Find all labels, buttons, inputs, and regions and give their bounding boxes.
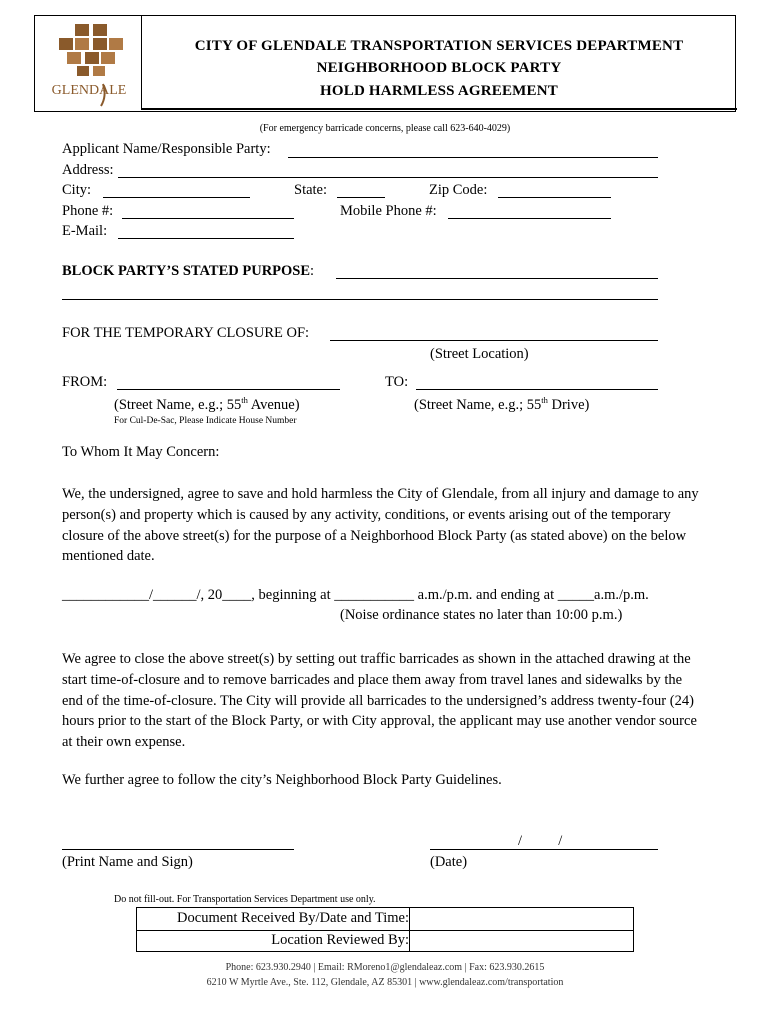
footer-contact: Phone: 623.930.2940 | Email: RMoreno1@glendaleaz.com | Fax: 623.930.2615 [225,962,545,973]
glendale-logo-icon [45,22,135,107]
to-hint-sup: th [541,395,548,405]
barricade-paragraph: We agree to close the above street(s) by setting out traffic barricades as shown in the attached drawing at the start time-of-closure and to remove barricades and place them away from travel lanes and sidewalks by the end of the time-of-closure. The City will provide all barricades to the undersigned’s address twenty-four (24) hours prior to the start of the Block Party, or with City approval, the applicant may use another vendor source at their own expense. [62,651,697,751]
guidelines-paragraph: We further agree to follow the city’s Neighborhood Block Party Guidelines. [62,772,502,788]
state-label: State: [294,182,328,198]
from-field[interactable] [117,389,340,390]
address-field[interactable] [118,177,658,178]
date-label: (Date) [430,854,468,870]
applicant-name-field[interactable] [288,157,658,158]
phone-field[interactable] [122,218,294,219]
zip-field[interactable] [498,197,611,198]
noise-note: (Noise ordinance states no later than 10:00 p.m.) [340,607,623,623]
footer-address: 6210 W Myrtle Ave., Ste. 112, Glendale, AZ 85301 | www.glendaleaz.com/transportation [206,977,564,988]
city-field[interactable] [103,197,250,198]
from-hint-b: Avenue) [247,396,300,413]
from-label: FROM: [62,374,108,390]
purpose-label-bold: BLOCK PARTY’S STATED PURPOSE [62,263,311,279]
title-line-2: NEIGHBORHOOD BLOCK PARTY [316,60,562,76]
to-label: TO: [385,374,409,390]
phone-label: Phone #: [62,203,114,219]
location-reviewed-cell[interactable] [409,930,633,952]
to-hint-b: Drive) [547,396,590,413]
title-line-3: HOLD HARMLESS AGREEMENT [320,83,558,99]
mobile-field[interactable] [448,218,611,219]
header-box [34,15,736,112]
state-field[interactable] [337,197,385,198]
culdesac-note: For Cul-De-Sac, Please Indicate House Number [114,416,297,426]
print-name-label: (Print Name and Sign) [62,854,193,870]
mobile-label: Mobile Phone #: [340,203,437,219]
date-time-line[interactable]: ____________/______/, 20____, beginning at ___________ a.m./p.m. and ending at _____a.m./p.m. [62,587,649,603]
signature-field[interactable] [62,849,294,850]
to-hint-a: (Street Name, e.g.; 55 [414,396,542,413]
received-by-label: Document Received By/Date and Time: [177,910,409,926]
address-label: Address: [62,162,114,178]
from-hint-a: (Street Name, e.g.; 55 [114,396,242,413]
zip-label: Zip Code: [429,182,488,198]
email-field[interactable] [118,238,294,239]
hold-harmless-paragraph: We, the undersigned, agree to save and hold harmless the City of Glendale, from all injury and damage to any person(s) and property which is caused by any activity, conditions, or events arising out of the temporary closure of the above street(s) for the purpose of a Neighborhood Block Party (as stated above) on the below mentioned date. [62,486,699,565]
office-use-table [136,907,634,952]
emergency-note: (For emergency barricade concerns, please call 623-640-4029) [259,123,511,134]
glendale-logo [45,22,135,107]
purpose-field-2[interactable] [62,299,658,300]
purpose-label-colon: : [310,263,315,279]
logo-text: GLENDALE [51,83,127,98]
purpose-label [62,263,314,280]
date-slashes: / / [518,833,563,849]
office-use-note: Do not fill-out. For Transportation Services Department use only. [114,894,376,905]
salutation: To Whom It May Concern: [62,444,220,460]
table-row [137,930,633,952]
to-hint [414,395,589,414]
city-label: City: [62,182,92,198]
table-row [137,908,633,931]
to-field[interactable] [416,389,658,390]
street-location-hint: (Street Location) [430,346,529,362]
applicant-name-label: Applicant Name/Responsible Party: [62,141,271,157]
from-hint-sup: th [241,395,248,405]
received-by-cell[interactable] [409,908,633,930]
location-reviewed-label: Location Reviewed By: [271,932,409,948]
purpose-field-1[interactable] [336,278,658,279]
email-label: E-Mail: [62,223,108,239]
title-line-1: CITY OF GLENDALE TRANSPORTATION SERVICES DEPARTMENT [194,38,684,54]
from-hint [114,395,300,414]
closure-label: FOR THE TEMPORARY CLOSURE OF: [62,325,310,341]
closure-field[interactable] [330,340,658,341]
